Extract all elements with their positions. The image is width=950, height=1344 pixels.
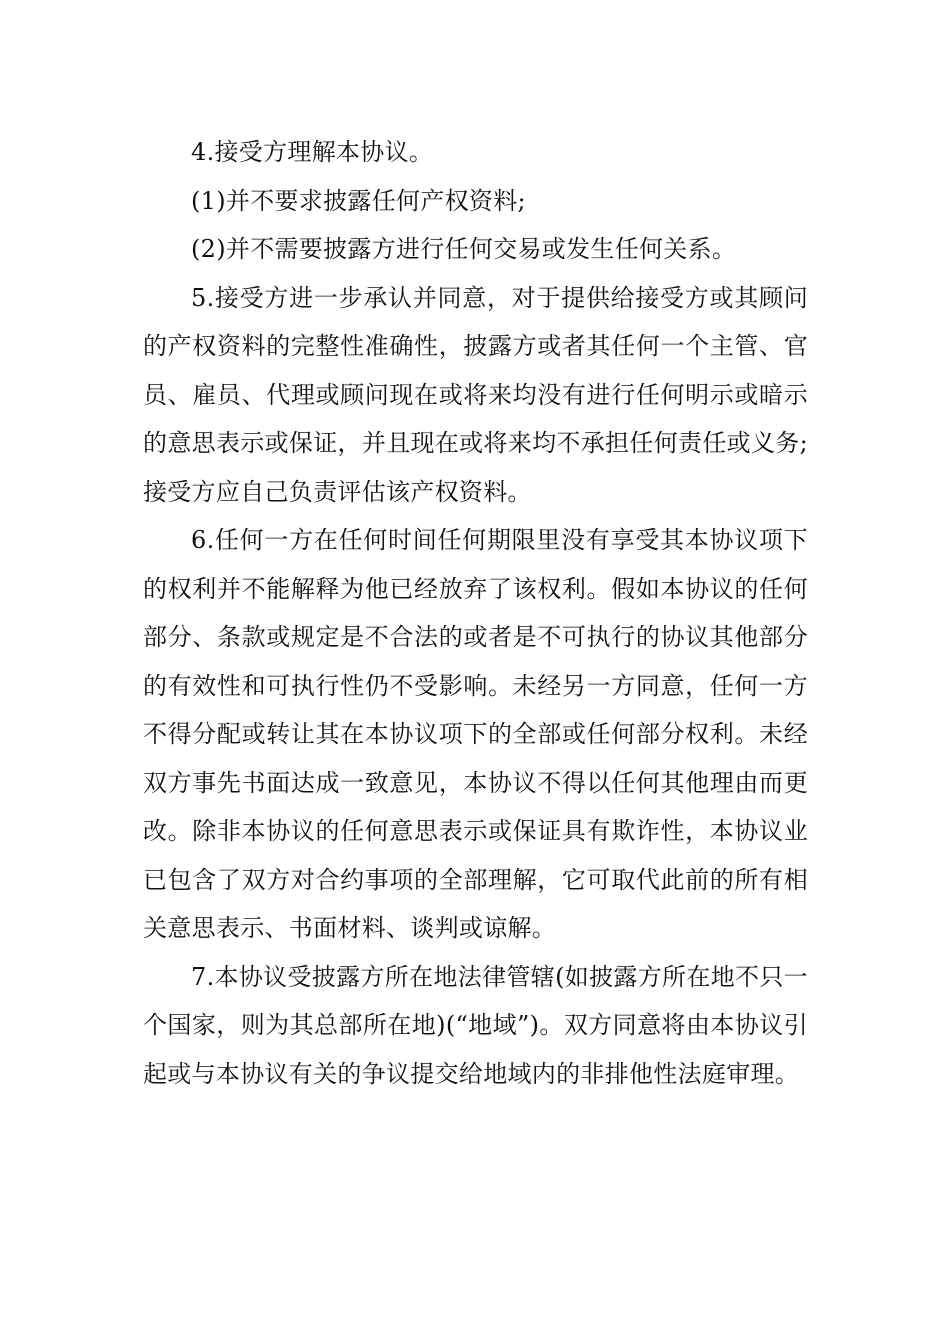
document-body [143,128,808,1098]
paragraph-clause-6: 6.任何一方在任何时间任何期限里没有享受其本协议项下的权利并不能解释为他已经放弃了该权利。假如本协议的任何部分、条款或规定是不合法的或者是不可执行的协议其他部分的有效性和可执行性仍不受影响。未经另一方同意，任何一方不得分配或转让其在本协议项下的全部或任何部分权利。未经双方事先书面达成一致意见，本协议不得以任何其他理由而更改。除非本协议的任何意思表示或保证具有欺诈性，本协议业已包含了双方对合约事项的全部理解，它可取代此前的所有相关意思表示、书面材料、谈判或谅解。 [143,526,808,942]
paragraph-clause-5: 5.接受方进一步承认并同意，对于提供给接受方或其顾问的产权资料的完整性准确性，披露方或者其任何一个主管、官员、雇员、代理或顾问现在或将来均没有进行任何明示或暗示的意思表示或保证，并且现在或将来均不承担任何责任或义务;接受方应自己负责评估该产权资料。 [143,283,808,506]
paragraph-clause-4: 4.接受方理解本协议。 [191,138,434,166]
paragraph-clause-4-item-2: (2)并不需要披露方进行任何交易或发生任何关系。 [191,235,737,263]
paragraph-clause-7: 7.本协议受披露方所在地法律管辖(如披露方所在地不只一个国家，则为其总部所在地)(“地域”)。双方同意将由本协议引起或与本协议有关的争议提交给地域内的非排他性法庭审理。 [143,962,808,1088]
paragraph-clause-4-item-1: (1)并不要求披露任何产权资料; [191,186,526,215]
